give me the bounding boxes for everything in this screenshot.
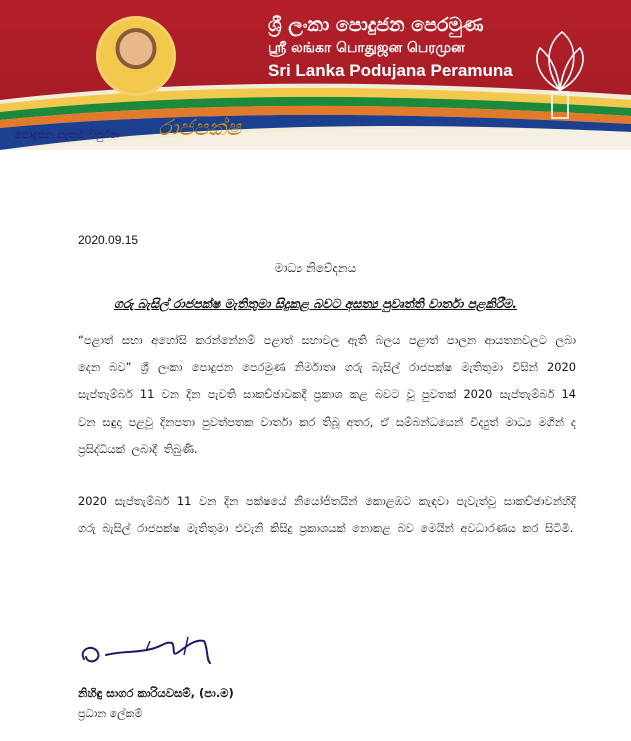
body-paragraph-2: 2020 සැප්තැම්බර් 11 වන දින පක්ෂයේ නියෝජිතයින් කොළඹට කැඳවා පැවැත්වූ සාකච්ඡාවන්හිදී ගරු බැසිල් රාජපක්ෂ මැතිතුමා එවැනි කිසිදු ප්‍රකාශයක් නොකළ බව මෙයින් අවධාරණය කර සිටිමි. bbox=[78, 494, 576, 536]
party-name-sinhala: ශ්‍රී ලංකා පොදුජන පෙරමුණ bbox=[268, 14, 484, 36]
subject-line: ගරු බැසිල් රාජපක්ෂ මැතිතුමා සිදුකළ බවට අසත්‍ය පුවෘත්ති වාර්තා පළකිරීම. bbox=[114, 296, 517, 311]
handwritten-signature bbox=[76, 629, 226, 674]
letter-date: 2020.09.15 bbox=[78, 233, 139, 247]
body-paragraph-1: “පළාත් සභා අහෝසි කරන්නේනම් පළාත් සභාවල ඇති බලය පළාත් පාලන ආයතනවලට ලබා දෙන බව” ශ්‍රී ලංකා පොදුජන පෙරමුණ නිර්මාතෘ ගරු බැසිල් රාජපක්ෂ මැතිතුමා විසින් 2020 සැප්තැම්බර් 11 වන දින පැවති සාකච්ඡාවකදී ප්‍රකාශ කළ බවට වූ පුවතක් 2020 සැප්තැම්බර් 14 වන සඳුදා පළවූ දිනපතා පුවත්පතක වාර්තා කර තිබූ අතර, ඒ සම්බන්ධයෙන් විද්‍යුත් මාධ්‍ය මගින් ද ප්‍රසිද්ධියක් ලබාදී තිබුණි. bbox=[78, 333, 576, 456]
signer-name: නිහිඳු සාගර කාරියවසම්, (පා.ම) bbox=[78, 686, 234, 700]
signer-title: ප්‍රධාන ලේකම් bbox=[78, 707, 143, 720]
leader-portrait bbox=[96, 16, 176, 96]
document-type-heading: මාධ්‍ය නිවේදනය bbox=[274, 261, 357, 275]
party-name-english: Sri Lanka Podujana Peramuna bbox=[268, 61, 513, 80]
tagline: පොදුජන පැතුම වපුරන bbox=[14, 128, 120, 141]
letterhead bbox=[0, 0, 631, 150]
tagline-script-signature: රාජපක්ෂ bbox=[158, 116, 242, 141]
party-name-tamil: ஸ்ரீ லங்கா பொதுஜன பெரமுன bbox=[268, 40, 465, 56]
